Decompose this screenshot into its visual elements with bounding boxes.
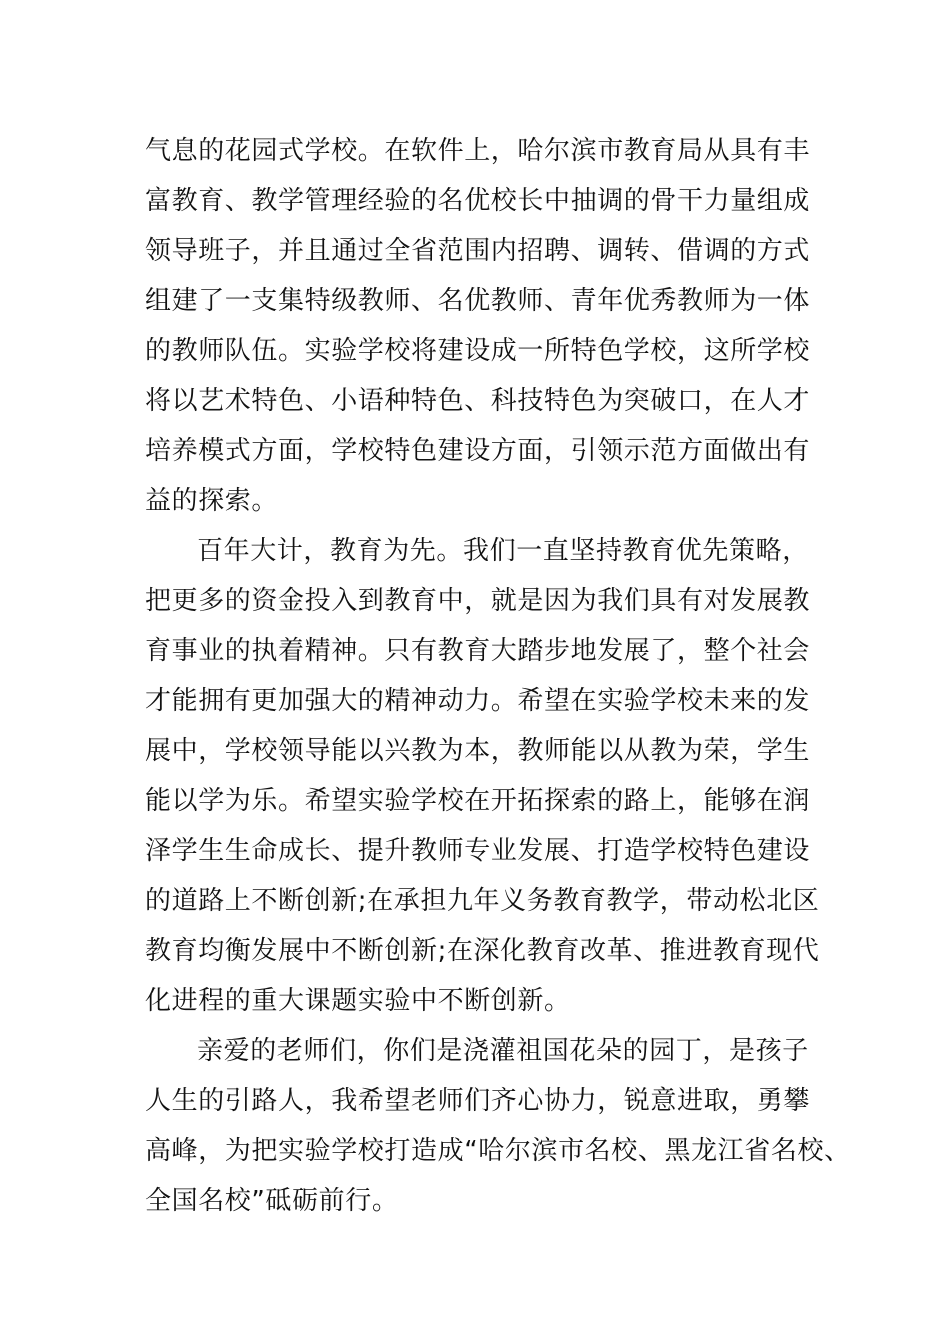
text-line: 育事业的执着精神。只有教育大踏步地发展了，整个社会 bbox=[145, 636, 811, 666]
text-line: 气息的花园式学校。在软件上，哈尔滨市教育局从具有丰 bbox=[145, 136, 811, 166]
paragraph-first-line: 亲爱的老师们，你们是浇灌祖国花朵的园丁，是孩子 bbox=[197, 1036, 809, 1066]
text-line: 化进程的重大课题实验中不断创新。 bbox=[145, 986, 571, 1016]
text-line: 培养模式方面，学校特色建设方面，引领示范方面做出有 bbox=[145, 436, 811, 466]
text-line: 把更多的资金投入到教育中，就是因为我们具有对发展教 bbox=[145, 586, 811, 616]
text-line: 益的探索。 bbox=[145, 486, 279, 516]
text-line: 教育均衡发展中不断创新;在深化教育改革、推进教育现代 bbox=[145, 936, 820, 966]
text-line: 人生的引路人，我希望老师们齐心协力，锐意进取，勇攀 bbox=[145, 1086, 811, 1116]
text-line: 富教育、教学管理经验的名优校长中抽调的骨干力量组成 bbox=[145, 186, 811, 216]
text-line: 组建了一支集特级教师、名优教师、青年优秀教师为一体 bbox=[145, 286, 811, 316]
text-line: 的教师队伍。实验学校将建设成一所特色学校，这所学校 bbox=[145, 336, 811, 366]
text-line: 才能拥有更加强大的精神动力。希望在实验学校未来的发 bbox=[145, 686, 811, 716]
paragraph-first-line: 百年大计，教育为先。我们一直坚持教育优先策略， bbox=[197, 536, 809, 566]
text-line: 的道路上不断创新;在承担九年义务教育教学，带动松北区 bbox=[145, 886, 820, 916]
text-line: 能以学为乐。希望实验学校在开拓探索的路上，能够在润 bbox=[145, 786, 811, 816]
text-line: 展中，学校领导能以兴教为本，教师能以从教为荣，学生 bbox=[145, 736, 811, 766]
text-line: 全国名校”砥砺前行。 bbox=[145, 1186, 399, 1216]
text-line: 将以艺术特色、小语种特色、科技特色为突破口，在人才 bbox=[145, 386, 811, 416]
text-line: 泽学生生命成长、提升教师专业发展、打造学校特色建设 bbox=[145, 836, 811, 866]
text-line: 领导班子，并且通过全省范围内招聘、调转、借调的方式 bbox=[145, 236, 811, 266]
text-line: 高峰，为把实验学校打造成“哈尔滨市名校、黑龙江省名校、 bbox=[145, 1136, 851, 1166]
